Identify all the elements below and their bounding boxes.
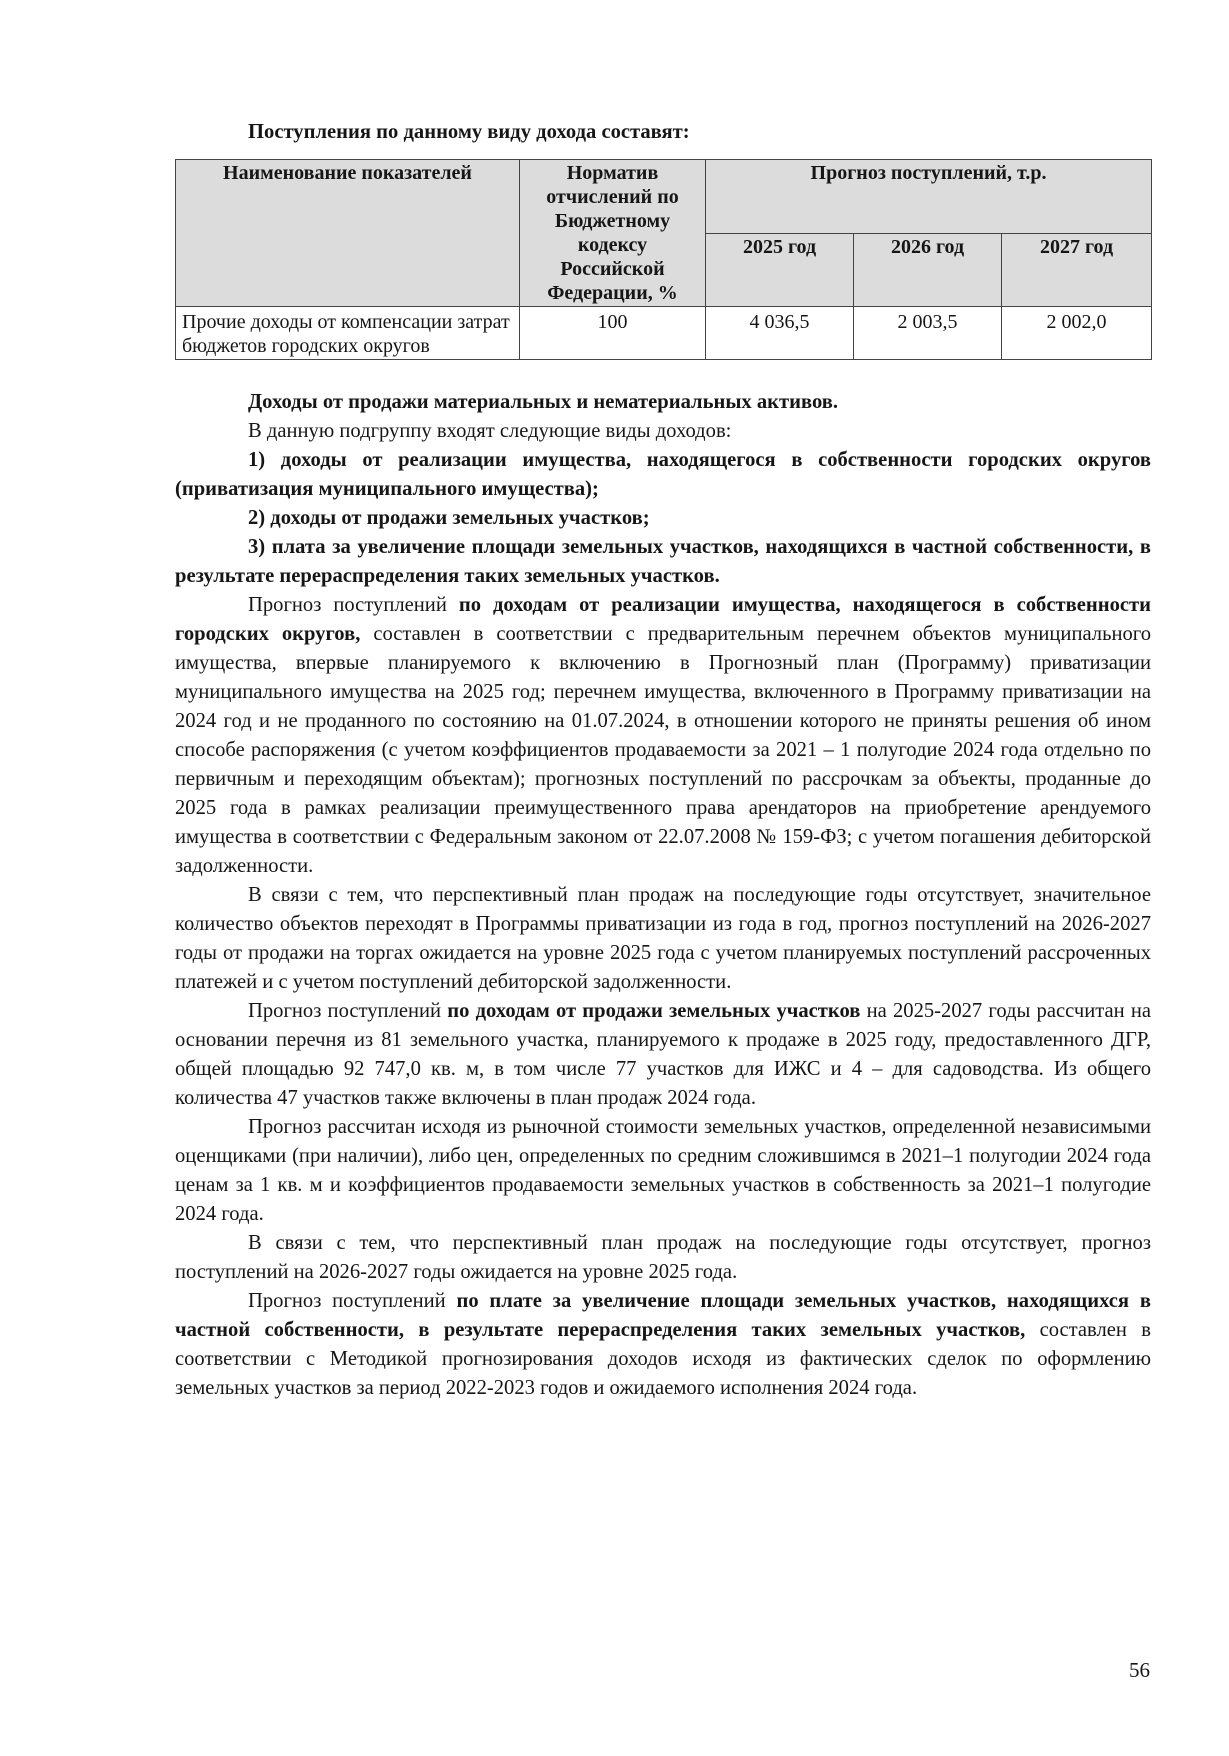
income-table <box>175 159 1152 360</box>
list-item-2: 2) доходы от продажи земельных участков; <box>248 507 650 529</box>
page-number: 56 <box>1129 1658 1150 1682</box>
header-year-2027: 2027 год <box>1002 233 1152 307</box>
page-content <box>175 118 1151 1403</box>
paragraph-land-area-fee: Прогноз поступлений по плате за увеличение площади земельных участков, находящихся в частной собственности, в результате перераспределения таких земельных участков, составлен в соответствии с Методикой прогнозирования доходов исходя из фактических сделок по оформлению земельных участков за период 2022-2023 годов и ожидаемого исполнения 2024 года. <box>175 1290 1151 1399</box>
header-year-2025: 2025 год <box>706 233 854 307</box>
section-title: Доходы от продажи материальных и нематериальных активов. <box>248 391 839 413</box>
row-value-2027: 2 002,0 <box>1002 307 1152 360</box>
list-item-1: 1) доходы от реализации имущества, находящегося в собственности городских округов (приватизация муниципального имущества); <box>175 449 1151 500</box>
paragraph-sales-plan: В связи с тем, что перспективный план продаж на последующие годы отсутствует, значительное количество объектов переходят в Программы приватизации из года в год, прогноз поступлений на 2026-2027 годы от продажи на торгах ожидается на уровне 2025 года с учетом планируемых поступлений рассроченных платежей и с учетом поступлений дебиторской задолженности. <box>175 884 1151 993</box>
table-row <box>176 307 1152 360</box>
intro-text: В данную подгруппу входят следующие виды доходов: <box>248 420 732 442</box>
row-name: Прочие доходы от компенсации затрат бюджетов городских округов <box>176 307 520 360</box>
row-norm: 100 <box>520 307 706 360</box>
paragraph-forecast-method: Прогноз рассчитан исходя из рыночной стоимости земельных участков, определенной независимыми оценщиками (при наличии), либо цен, определенных по средним сложившимся в 2021–1 полугодии 2024 года ценам за 1 кв. м и коэффициентов продаваемости земельных участков в собственность за 2021–1 полугодие 2024 года. <box>175 1116 1151 1225</box>
paragraph-property-sales: Прогноз поступлений по доходам от реализации имущества, находящегося в собственности городских округов, составлен в соответствии с предварительным перечнем объектов муниципального имущества, впервые планируемого к включению в Прогнозный план (Программу) приватизации муниципального имущества на 2025 год; перечнем имущества, включенного в Программу приватизации на 2024 год и не проданного по состоянию на 01.07.2024, в отношении которого не приняты решения об ином способе распоряжения (с учетом коэффициентов продаваемости за 2021 – 1 полугодие 2024 года отдельно по первичным и переходящим объектам); прогнозных поступлений по рассрочкам за объекты, проданные до 2025 года в рамках реализации преимущественного права арендаторов на приобретение арендуемого имущества в соответствии с Федеральным законом от 22.07.2008 № 159-ФЗ; с учетом погашения дебиторской задолженности. <box>175 594 1152 877</box>
table-heading: Поступления по данному виду дохода составят: <box>248 121 690 143</box>
header-norm: Норматив отчислений по Бюджетному кодексу Российской Федерации, % <box>520 160 706 307</box>
paragraph-land-sales: Прогноз поступлений по доходам от продажи земельных участков на 2025-2027 годы рассчитан на основании перечня из 81 земельного участка, планируемого к продаже в 2025 году, предоставленного ДГР, общей площадью 92 747,0 кв. м, в том числе 77 участков для ИЖС и 4 – для садоводства. Из общего количества 47 участков также включены в план продаж 2024 года. <box>175 1000 1151 1109</box>
header-forecast: Прогноз поступлений, т.р. <box>706 160 1152 234</box>
list-item-3: 3) плата за увеличение площади земельных участков, находящихся в частной собственности, в результате перераспределения таких земельных участков. <box>175 536 1151 587</box>
paragraph-forecast-level: В связи с тем, что перспективный план продаж на последующие годы отсутствует, прогноз поступлений на 2026-2027 годы ожидается на уровне 2025 года. <box>175 1232 1151 1283</box>
header-year-2026: 2026 год <box>854 233 1002 307</box>
table-header-row <box>176 160 1152 234</box>
header-name: Наименование показателей <box>176 160 520 307</box>
row-value-2026: 2 003,5 <box>854 307 1002 360</box>
row-value-2025: 4 036,5 <box>706 307 854 360</box>
